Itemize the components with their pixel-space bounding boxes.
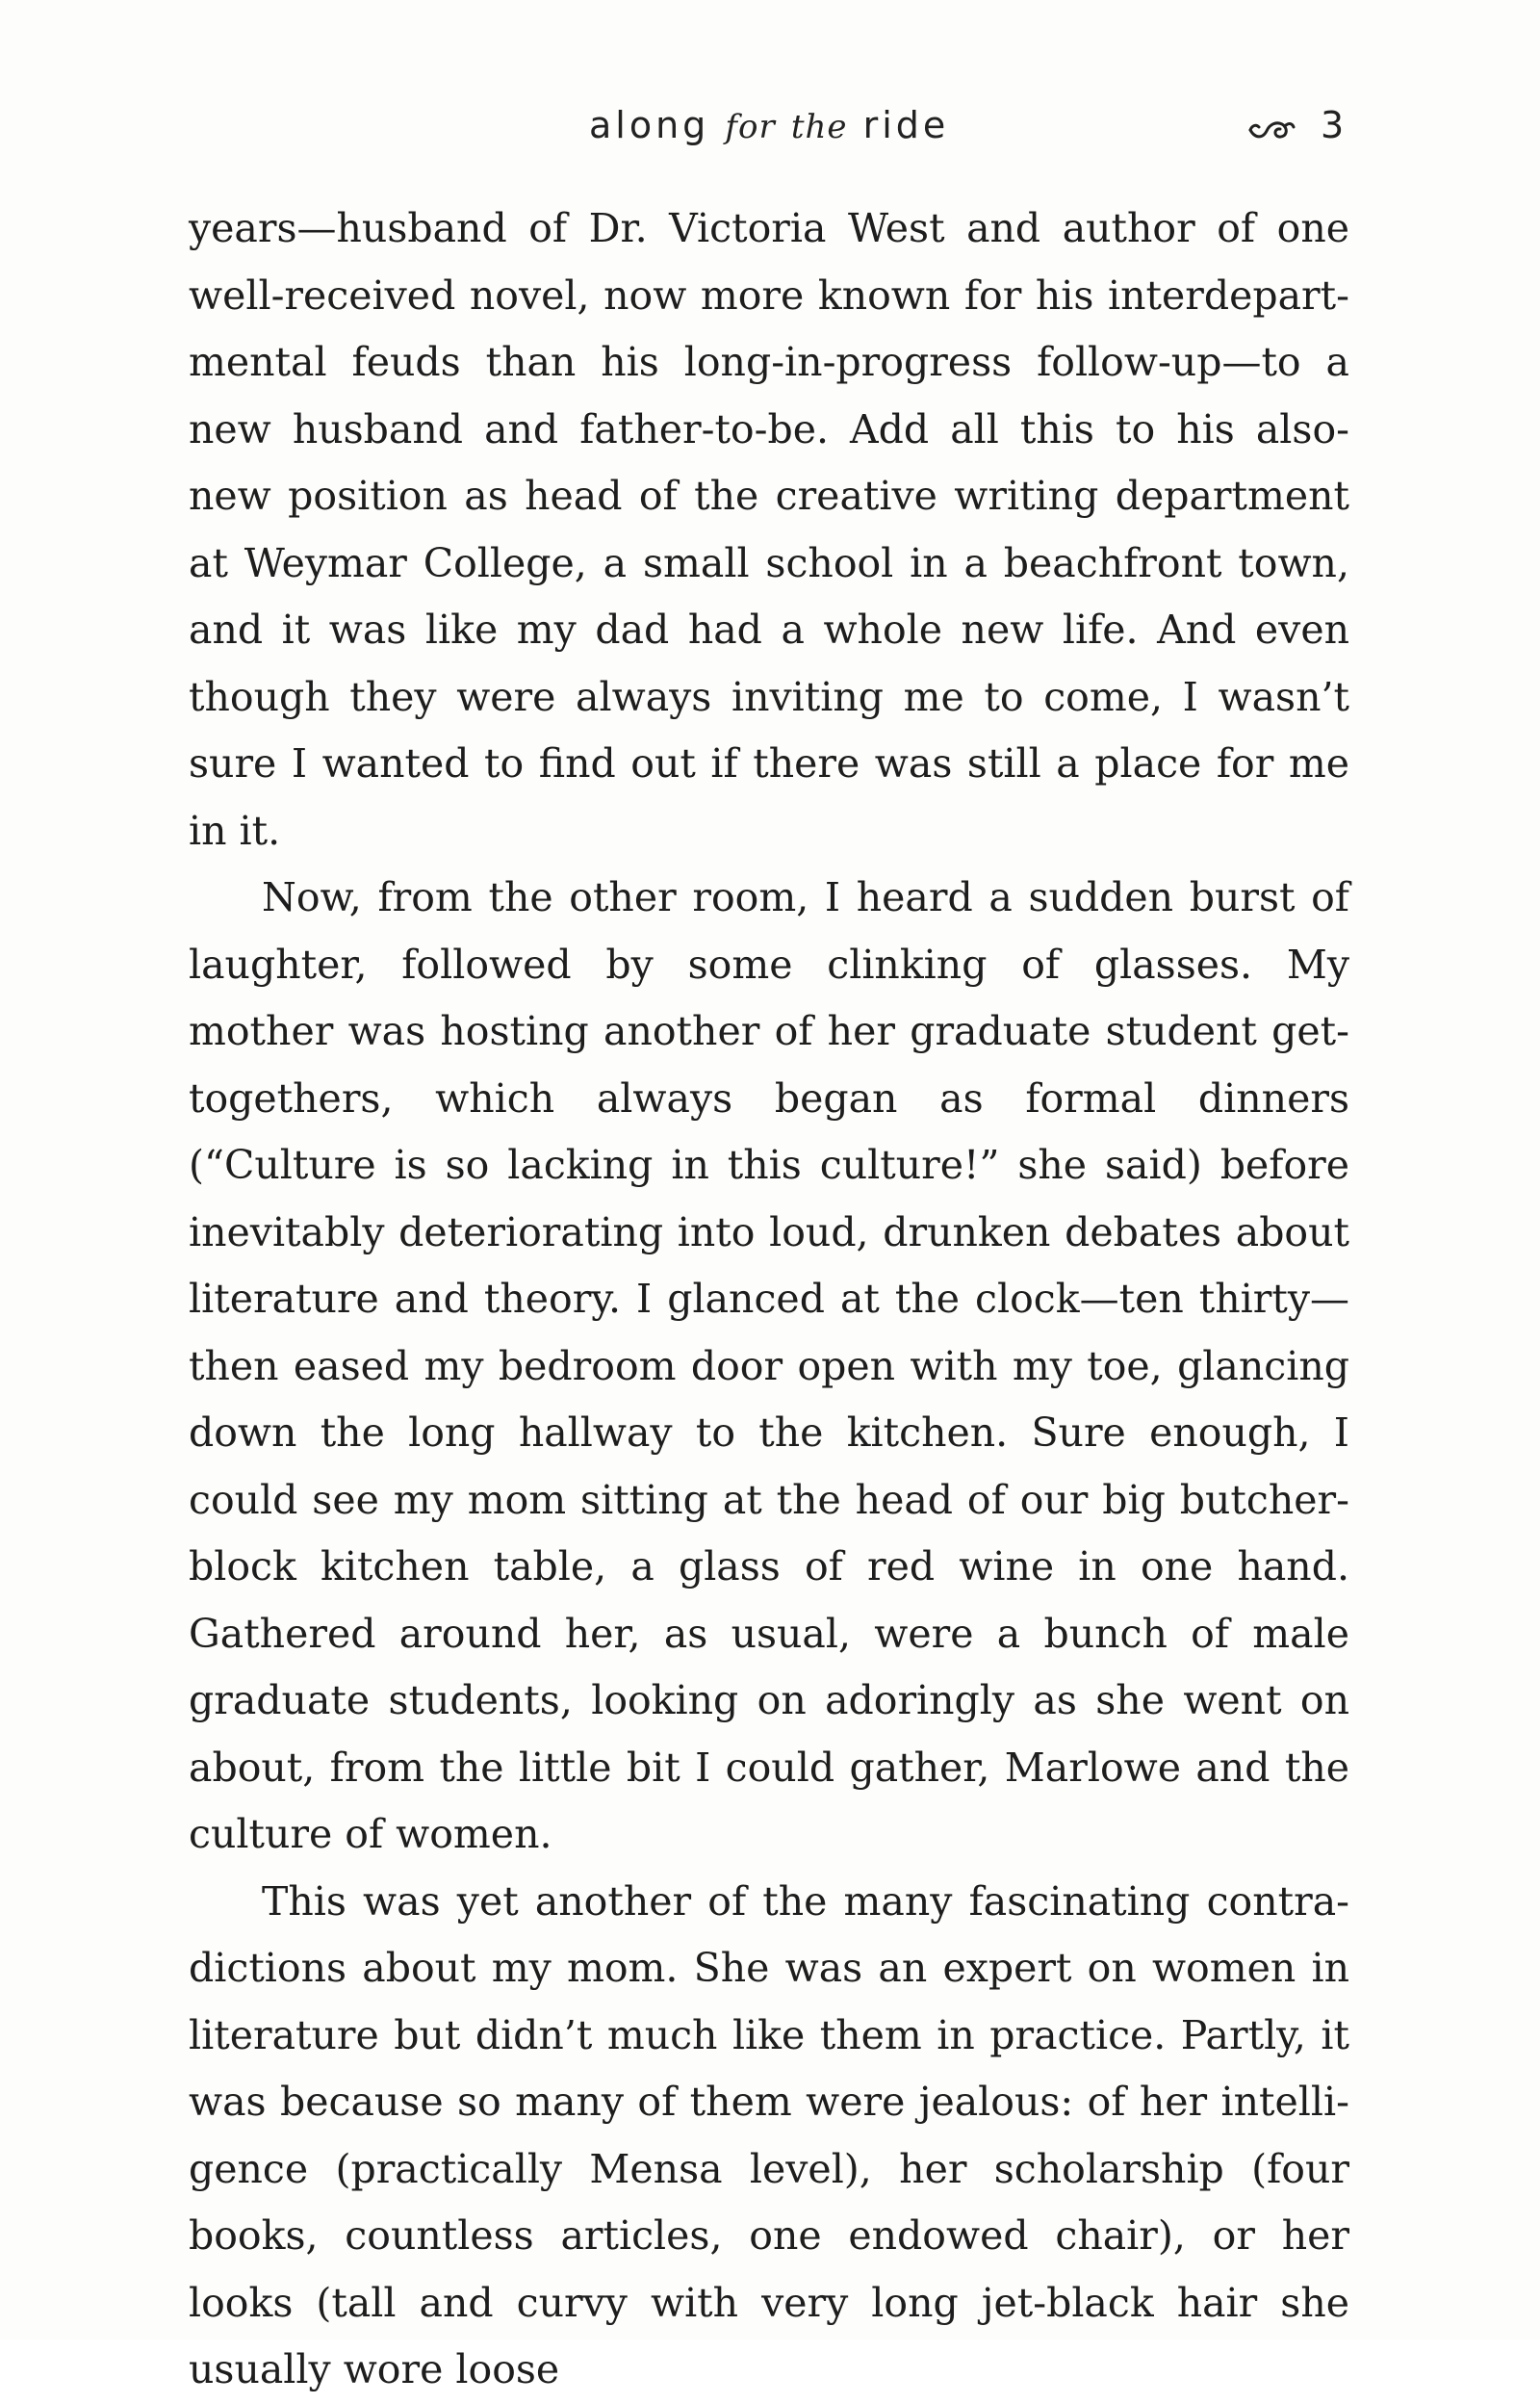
- paragraph-3: This was yet another of the many fascinating contradictions about my mom. She was an expert on women in literature but didn’t much like them in practice. Partly, it was because so many of them were jealous: of her intelligence (practically Mensa level), her scholarship (four books, countless articles, one endowed chair), or her looks (tall and curvy with very long jet-black hair she usually wore loose: [189, 1877, 1349, 2392]
- running-head-word-ride: ride: [862, 104, 950, 146]
- running-head-word-for: for: [725, 108, 776, 146]
- body-text: [189, 195, 1349, 2404]
- page-number: 3: [1321, 104, 1345, 146]
- running-head-word-along: along: [589, 104, 710, 146]
- paragraph-1: years—husband of Dr. Victoria West and author of one well-received novel, now more known for his interdepartmental feuds than his long-in-progress follow-up—to a new husband and father-to-be. Add all this to his also-new position as head of the creative writing department at Weymar College, a small school in a beachfront town, and it was like my dad had a whole new life. And even though they were always inviting me to come, I wasn’t sure I wanted to find out if there was still a place for me in it.: [189, 205, 1349, 854]
- paragraph-2: Now, from the other room, I heard a sudden burst of laughter, followed by some clinking of glasses. My mother was hosting another of her graduate student get-togethers, which always began as formal dinners (“Culture is so lacking in this culture!” she said) before inevitably deteriorating into loud, drunken debates about literature and theory. I glanced at the clock—ten thirty—then eased my bedroom door open with my toe, glancing down the long hallway to the kitchen. Sure enough, I could see my mom sitting at the head of our big butcher-block kitchen table, a glass of red wine in one hand. Gathered around her, as usual, were a bunch of male graduate students, looking on adoringly as she went on about, from the little bit I could gather, Marlowe and the culture of women.: [189, 874, 1349, 1857]
- running-head: [589, 104, 949, 146]
- swirl-ornament-icon: [1247, 114, 1296, 142]
- running-head-word-the: the: [790, 108, 848, 146]
